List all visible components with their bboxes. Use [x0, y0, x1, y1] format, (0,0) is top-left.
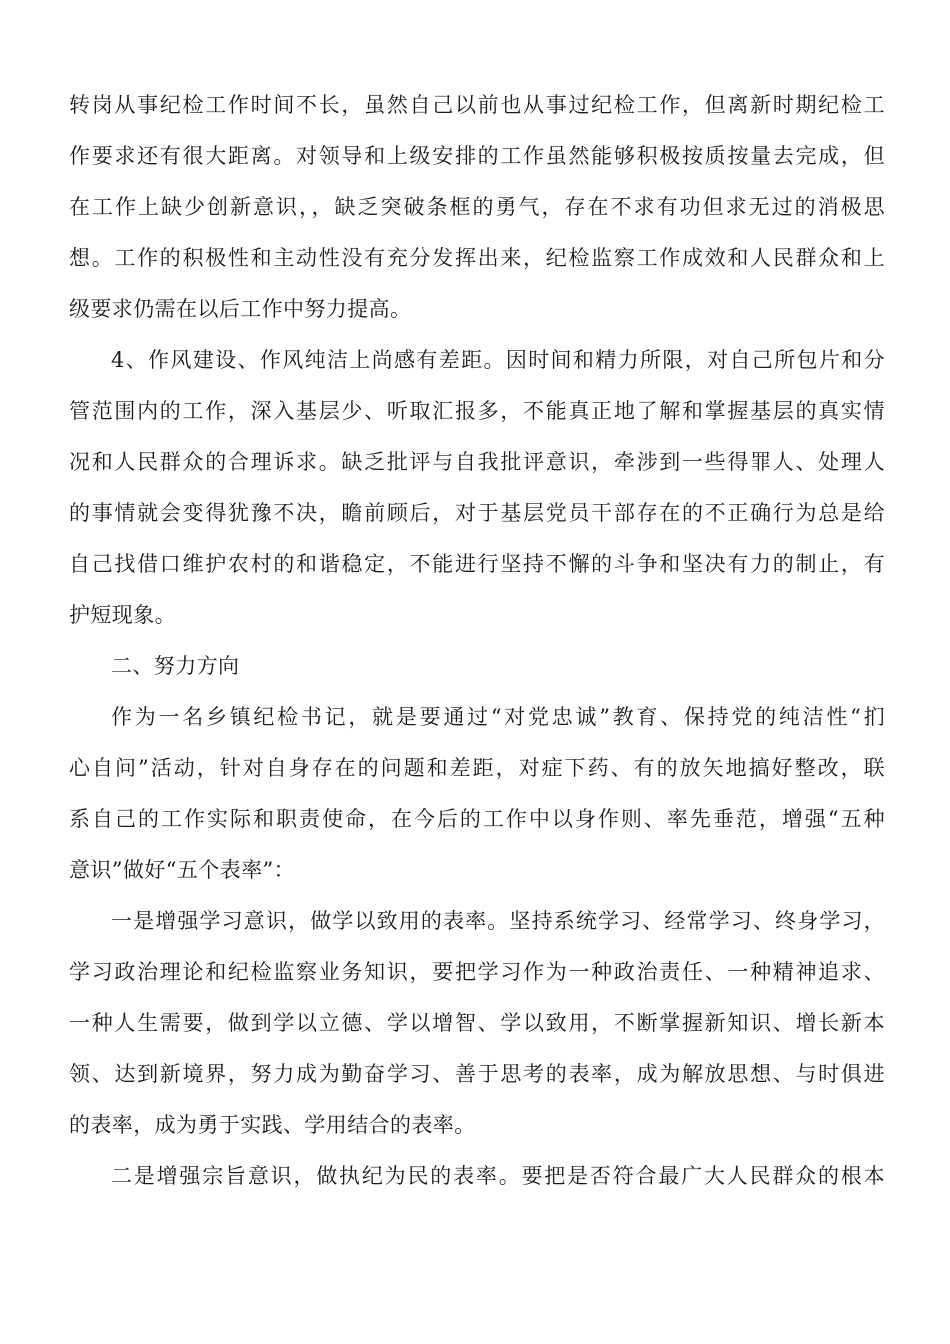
text-line-19: 一种人生需要，做到学以立德、学以增智、学以致用，不断掌握新知识、增长新本: [69, 1011, 885, 1035]
text-line-5: 级要求仍需在以后工作中努力提高。: [69, 297, 412, 321]
text-line-11: 护短现象。: [69, 603, 176, 627]
text-line-9: 的事情就会变得犹豫不决，瞻前顾后，对于基层党员干部存在的不正确行为总是给: [69, 501, 885, 525]
text-line-10: 自己找借口维护农村的和谐稳定，不能进行坚持不懈的斗争和坚决有力的制止，有: [69, 552, 885, 576]
text-line-2: 作要求还有很大距离。对领导和上级安排的工作虽然能够积极按质按量去完成，但: [69, 144, 885, 168]
text-line-7: 管范围内的工作，深入基层少、听取汇报多，不能真正地了解和掌握基层的真实情: [69, 399, 885, 423]
text-line-1: 转岗从事纪检工作时间不长，虽然自己以前也从事过纪检工作，但离新时期纪检工: [69, 93, 885, 117]
text-line-3: 在工作上缺少创新意识，，缺乏突破条框的勇气，存在不求有功但求无过的消极思: [69, 195, 885, 219]
text-line-4: 想。工作的积极性和主动性没有充分发挥出来，纪检监察工作成效和人民群众和上: [69, 246, 885, 270]
document-body: [69, 80, 885, 1202]
text-line-22: 二是增强宗旨意识，做执纪为民的表率。要把是否符合最广大人民群众的根本: [111, 1164, 885, 1188]
text-line-21: 的表率，成为勇于实践、学用结合的表率。: [69, 1113, 476, 1137]
text-line-18: 学习政治理论和纪检监察业务知识，要把学习作为一种政治责任、一种精神追求、: [69, 960, 885, 984]
text-line-8: 况和人民群众的合理诉求。缺乏批评与自我批评意识，牵涉到一些得罪人、处理人: [69, 450, 885, 474]
section-heading: 二、努力方向: [111, 654, 240, 678]
text-line-14: 心自问”活动，针对自身存在的问题和差距，对症下药、有的放矢地搞好整改，联: [69, 756, 885, 780]
text-line-17: 一是增强学习意识，做学以致用的表率。坚持系统学习、经常学习、终身学习，: [111, 909, 885, 933]
text-line-13: 作为一名乡镇纪检书记，就是要通过“对党忠诚”教育、保持党的纯洁性“扪: [111, 705, 885, 729]
text-line-20: 领、达到新境界，努力成为勤奋学习、善于思考的表率，成为解放思想、与时俱进: [69, 1062, 885, 1086]
text-line-6: 4、作风建设、作风纯洁上尚感有差距。因时间和精力所限，对自己所包片和分: [111, 348, 885, 372]
text-line-15: 系自己的工作实际和职责使命，在今后的工作中以身作则、率先垂范，增强“五种: [69, 807, 885, 831]
text-line-16: 意识”做好“五个表率”：: [69, 858, 296, 882]
